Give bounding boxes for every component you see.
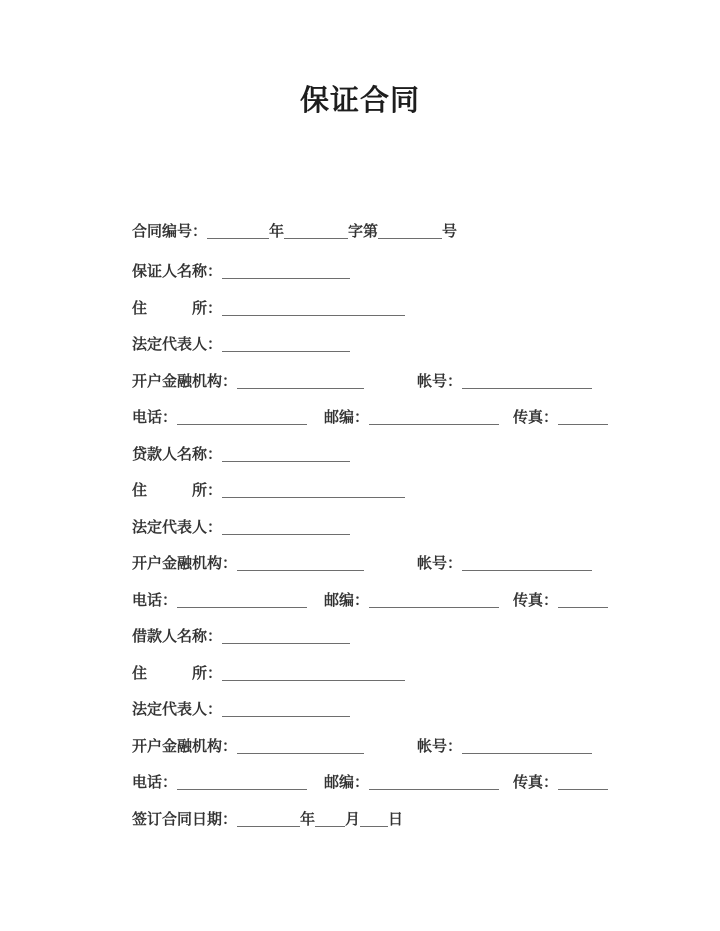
guarantor-name-label: 保证人名称： [132, 263, 223, 280]
lender-bank-blank-1 [237, 558, 364, 571]
signing-date-blank-2 [315, 814, 345, 827]
form-line-guarantor-bank [132, 374, 720, 389]
borrower-bank-blank-2 [462, 741, 592, 754]
lender-bank-text-3: 帐号： [417, 555, 463, 572]
borrower-bank-text-3: 帐号： [417, 737, 463, 755]
contract-number-blank-3 [378, 226, 442, 239]
guarantor-contact-blank-3 [558, 412, 608, 425]
guarantor-bank-blank-2 [462, 376, 592, 389]
form-line-lender-contact [132, 593, 720, 608]
document-title: 保证合同 [299, 85, 420, 117]
borrower-legal-rep-label: 法定代表人： [132, 701, 223, 718]
form-line-guarantor-name [132, 264, 720, 279]
signing-date-text-6: 日 [388, 810, 404, 828]
form-line-borrower-bank [132, 739, 720, 754]
spacer [364, 750, 417, 751]
form-line-contract-number [132, 224, 720, 239]
borrower-legal-rep-blank [222, 704, 350, 717]
borrower-contact-blank-2 [369, 777, 499, 790]
guarantor-address-label: 住 所： [132, 299, 223, 317]
spacer [499, 421, 513, 422]
guarantor-legal-rep-label: 法定代表人： [132, 336, 223, 353]
spacer [307, 786, 324, 787]
spacer [499, 786, 513, 787]
guarantor-legal-rep-blank [222, 339, 350, 352]
borrower-name-label: 借款人名称： [132, 628, 223, 645]
signing-date-text-2: 年 [300, 810, 316, 828]
spacer [307, 604, 324, 605]
form-line-signing-date [132, 812, 720, 827]
borrower-contact-blank-1 [177, 777, 307, 790]
guarantor-contact-blank-1 [177, 412, 307, 425]
signing-date-label: 签订合同日期： [132, 810, 238, 828]
borrower-name-blank [222, 631, 350, 644]
contract-number-text-4: 字第 [348, 223, 379, 240]
lender-contact-text-6: 传真： [513, 591, 559, 609]
borrower-contact-blank-3 [558, 777, 608, 790]
spacer [364, 567, 417, 568]
form-line-borrower-contact [132, 775, 720, 790]
borrower-contact-text-3: 邮编： [324, 774, 370, 791]
form-line-guarantor-address [132, 301, 720, 316]
lender-name-blank [222, 449, 350, 462]
form-lines [132, 224, 720, 827]
lender-bank-label: 开户金融机构： [132, 555, 238, 572]
guarantor-contact-text-3: 邮编： [324, 409, 370, 426]
guarantor-contact-blank-2 [369, 412, 499, 425]
spacer [364, 385, 417, 386]
lender-bank-blank-2 [462, 558, 592, 571]
guarantor-bank-label: 开户金融机构： [132, 372, 238, 390]
guarantor-address-blank [222, 303, 405, 316]
contract-number-text-2: 年 [269, 223, 285, 240]
lender-contact-label: 电话： [132, 591, 178, 609]
form-line-borrower-name [132, 629, 720, 644]
signing-date-blank-3 [360, 814, 388, 827]
borrower-contact-label: 电话： [132, 774, 178, 791]
guarantor-contact-label: 电话： [132, 409, 178, 426]
form-line-borrower-address [132, 666, 720, 681]
form-line-lender-bank [132, 556, 720, 571]
contract-number-label: 合同编号： [132, 223, 208, 240]
form-line-lender-legal-rep [132, 520, 720, 535]
lender-legal-rep-label: 法定代表人： [132, 518, 223, 536]
lender-contact-blank-2 [369, 595, 499, 608]
lender-address-blank [222, 485, 405, 498]
borrower-bank-blank-1 [237, 741, 364, 754]
borrower-bank-label: 开户金融机构： [132, 737, 238, 755]
lender-contact-blank-1 [177, 595, 307, 608]
guarantor-bank-blank-1 [237, 376, 364, 389]
signing-date-blank-1 [237, 814, 300, 827]
borrower-address-blank [222, 668, 405, 681]
guarantor-name-blank [222, 266, 350, 279]
lender-address-label: 住 所： [132, 482, 223, 499]
guarantor-contact-text-6: 传真： [513, 409, 559, 426]
guarantor-bank-text-3: 帐号： [417, 372, 463, 390]
form-line-lender-address [132, 483, 720, 498]
lender-name-label: 贷款人名称： [132, 445, 223, 463]
borrower-address-label: 住 所： [132, 664, 223, 682]
signing-date-text-4: 月 [345, 810, 361, 828]
lender-contact-text-3: 邮编： [324, 591, 370, 609]
contract-number-blank-1 [207, 226, 269, 239]
contract-number-blank-2 [284, 226, 348, 239]
lender-legal-rep-blank [222, 522, 350, 535]
form-line-borrower-legal-rep [132, 702, 720, 717]
borrower-contact-text-6: 传真： [513, 774, 559, 791]
lender-contact-blank-3 [558, 595, 608, 608]
contract-number-text-6: 号 [442, 223, 458, 240]
spacer [307, 421, 324, 422]
form-line-lender-name [132, 447, 720, 462]
form-line-guarantor-contact [132, 410, 720, 425]
form-line-guarantor-legal-rep [132, 337, 720, 352]
spacer [499, 604, 513, 605]
